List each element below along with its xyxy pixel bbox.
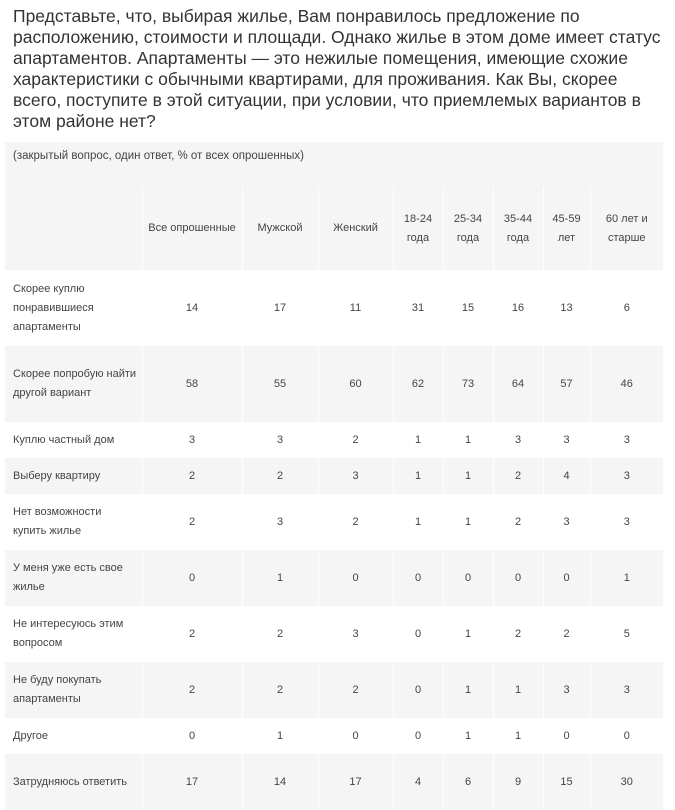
cell-value: 2 — [318, 494, 393, 550]
cell-value: 2 — [493, 458, 543, 494]
cell-value: 1 — [443, 718, 493, 754]
column-header: 60 лет и старше — [605, 212, 648, 244]
cell-value: 55 — [242, 346, 318, 422]
cell-value: 15 — [443, 270, 493, 346]
table-row — [5, 458, 663, 494]
results-table — [5, 187, 663, 810]
cell-value: 1 — [393, 494, 443, 550]
cell-value: 6 — [443, 754, 493, 810]
cell-value: 1 — [443, 494, 493, 550]
cell-value: 13 — [543, 270, 590, 346]
cell-value: 2 — [318, 662, 393, 718]
cell-value: 9 — [493, 754, 543, 810]
column-header: 25-34 года — [443, 187, 493, 270]
row-label: Другое — [5, 718, 142, 754]
cell-value: 3 — [242, 494, 318, 550]
row-label: Скорее куплю понравившиеся апартаменты — [5, 270, 142, 346]
cell-value: 1 — [623, 571, 630, 584]
table-row — [5, 662, 663, 718]
row-label: Скорее попробую найти другой вариант — [5, 346, 142, 422]
cell-value: 46 — [620, 377, 633, 390]
cell-value: 0 — [623, 729, 630, 742]
cell-value: 2 — [543, 606, 590, 662]
table-row — [5, 754, 663, 810]
cell-value: 3 — [543, 662, 590, 718]
cell-value: 0 — [543, 550, 590, 606]
row-label: Куплю частный дом — [5, 422, 142, 458]
cell-value: 0 — [543, 718, 590, 754]
cell-value: 1 — [493, 718, 543, 754]
cell-value: 0 — [318, 550, 393, 606]
cell-value: 57 — [543, 346, 590, 422]
cell-value: 3 — [493, 422, 543, 458]
column-header: 35-44 года — [493, 187, 543, 270]
cell-value: 64 — [493, 346, 543, 422]
header-empty-cell — [5, 187, 142, 270]
table-header-row — [5, 187, 663, 270]
cell-value: 1 — [443, 662, 493, 718]
cell-value: 16 — [493, 270, 543, 346]
cell-value: 2 — [242, 606, 318, 662]
cell-value: 0 — [493, 550, 543, 606]
cell-value: 0 — [443, 550, 493, 606]
table-row — [5, 346, 663, 422]
cell-value: 14 — [242, 754, 318, 810]
cell-value: 1 — [393, 422, 443, 458]
cell-value: 0 — [318, 718, 393, 754]
question-text: Представьте, что, выбирая жилье, Вам понравилось предложение по расположению, стоимости и площади. Однако жилье в этом доме имеет статус апартаментов. Апартаменты — это нежилые помещения, имеющие схожие характеристики с обычными квартирами, для проживания. Как Вы, скорее всего, поступите в этой ситуации, при условии, что приемлемых вариантов в этом районе нет? — [13, 6, 661, 131]
cell-value: 17 — [142, 754, 242, 810]
cell-value: 3 — [318, 458, 393, 494]
row-label: Не интересуюсь этим вопросом — [5, 606, 142, 662]
cell-value: 0 — [142, 718, 242, 754]
cell-value: 0 — [393, 550, 443, 606]
cell-value: 3 — [623, 515, 630, 528]
cell-value: 2 — [242, 458, 318, 494]
cell-value: 3 — [543, 422, 590, 458]
cell-value: 0 — [393, 718, 443, 754]
cell-value: 2 — [142, 662, 242, 718]
column-header: 45-59 лет — [543, 187, 590, 270]
cell-value: 2 — [142, 458, 242, 494]
cell-value: 1 — [242, 718, 318, 754]
cell-value: 31 — [393, 270, 443, 346]
cell-value: 3 — [543, 494, 590, 550]
cell-value: 2 — [493, 494, 543, 550]
cell-value: 1 — [443, 422, 493, 458]
cell-value: 0 — [393, 606, 443, 662]
table-row — [5, 422, 663, 458]
cell-value: 2 — [142, 606, 242, 662]
cell-value: 2 — [493, 606, 543, 662]
cell-value: 1 — [443, 458, 493, 494]
cell-value: 0 — [142, 550, 242, 606]
cell-value: 17 — [242, 270, 318, 346]
row-label: Не буду покупать апартаменты — [5, 662, 142, 718]
table-row — [5, 494, 663, 550]
cell-value: 2 — [142, 494, 242, 550]
cell-value: 14 — [142, 270, 242, 346]
table-row — [5, 606, 663, 662]
cell-value: 17 — [318, 754, 393, 810]
cell-value: 30 — [620, 775, 633, 788]
table-subtitle: (закрытый вопрос, один ответ, % от всех опрошенных) — [5, 142, 663, 187]
cell-value: 5 — [623, 627, 630, 640]
cell-value: 3 — [318, 606, 393, 662]
cell-value: 11 — [318, 270, 393, 346]
cell-value: 3 — [623, 433, 630, 446]
cell-value: 3 — [242, 422, 318, 458]
cell-value: 1 — [242, 550, 318, 606]
cell-value: 4 — [393, 754, 443, 810]
cell-value: 0 — [393, 662, 443, 718]
cell-value: 1 — [443, 606, 493, 662]
table-row — [5, 270, 663, 346]
row-label: У меня уже есть свое жилье — [5, 550, 142, 606]
column-header: Все опрошенные — [142, 187, 242, 270]
cell-value: 73 — [443, 346, 493, 422]
cell-value: 3 — [142, 422, 242, 458]
cell-value: 3 — [623, 469, 630, 482]
cell-value: 2 — [318, 422, 393, 458]
row-label: Нет возможности купить жилье — [5, 494, 142, 550]
cell-value: 2 — [242, 662, 318, 718]
column-header: Женский — [318, 187, 393, 270]
cell-value: 60 — [318, 346, 393, 422]
cell-value: 1 — [493, 662, 543, 718]
cell-value: 1 — [393, 458, 443, 494]
cell-value: 15 — [543, 754, 590, 810]
cell-value: 62 — [393, 346, 443, 422]
cell-value: 6 — [623, 301, 630, 314]
column-header: Мужской — [242, 187, 318, 270]
table-row — [5, 718, 663, 754]
cell-value: 58 — [142, 346, 242, 422]
row-label: Затрудняюсь ответить — [5, 754, 142, 810]
cell-value: 3 — [623, 683, 630, 696]
table-row — [5, 550, 663, 606]
row-label: Выберу квартиру — [5, 458, 142, 494]
column-header: 18-24 года — [393, 187, 443, 270]
cell-value: 4 — [543, 458, 590, 494]
